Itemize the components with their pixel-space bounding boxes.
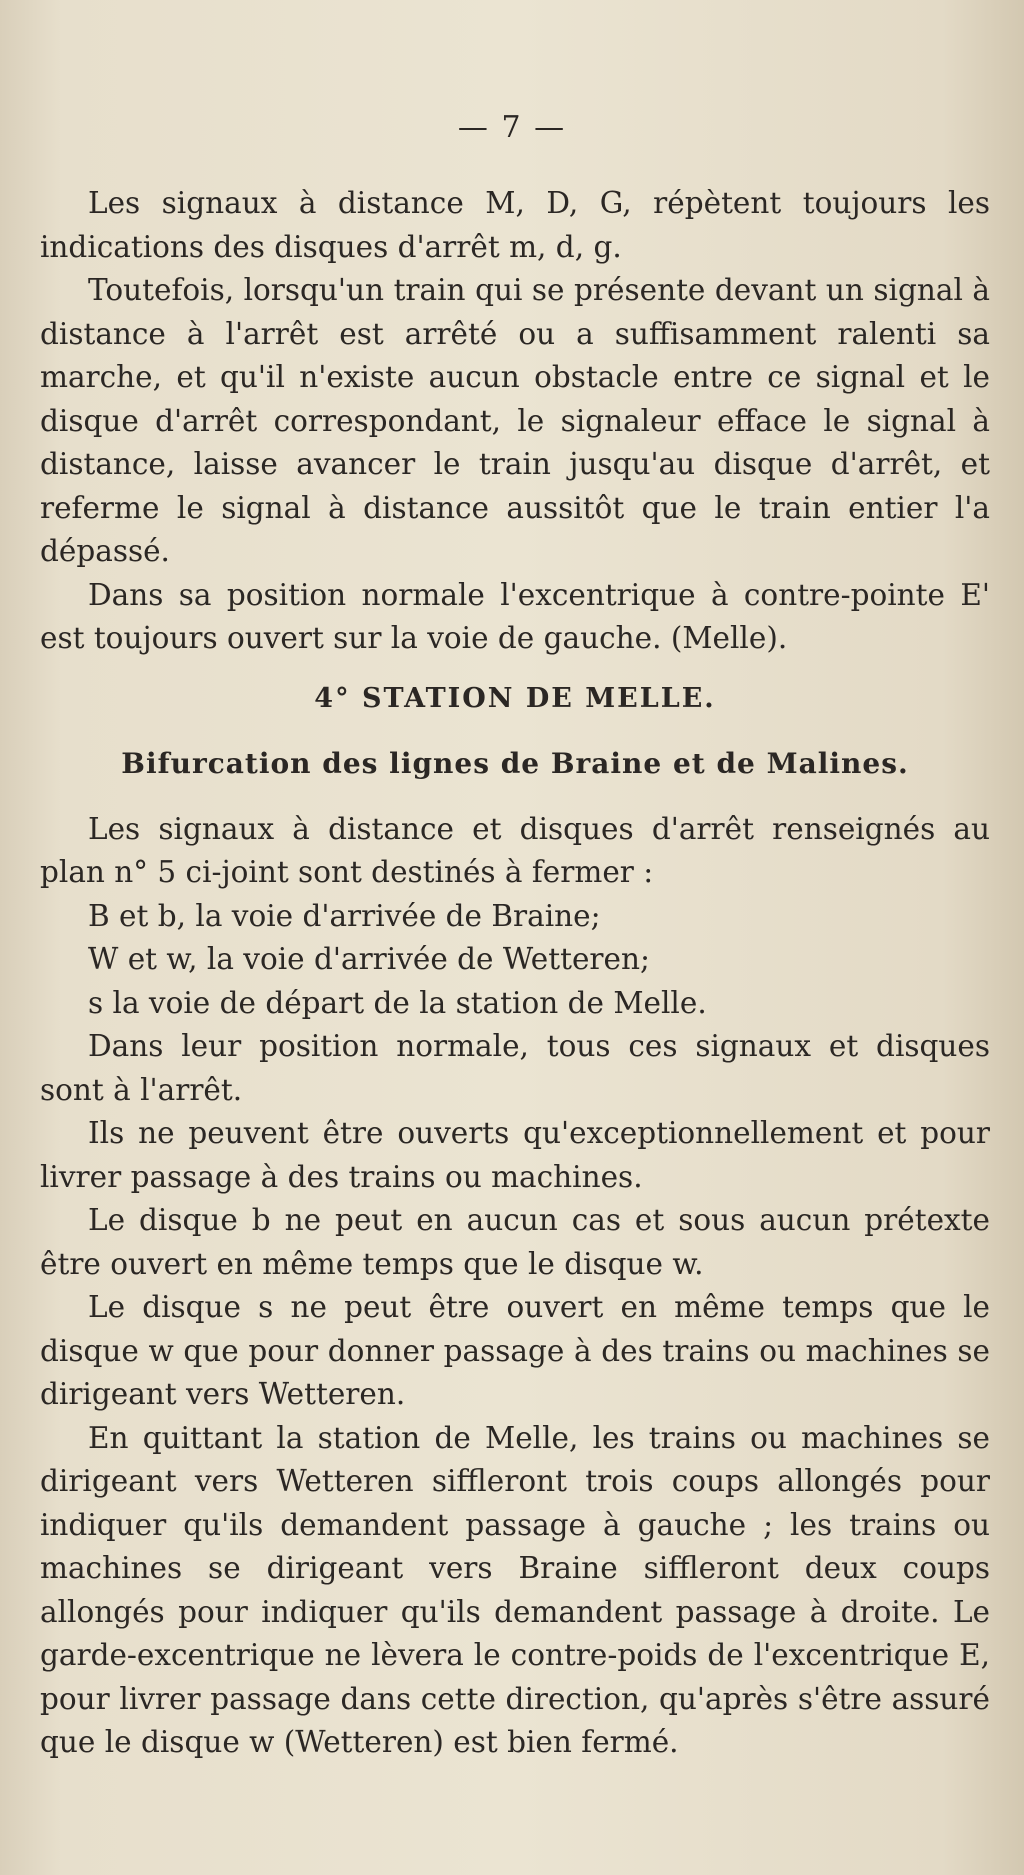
list-item: W et w, la voie d'arrivée de Wetteren; [88,942,650,976]
paragraph: Les signaux à distance M, D, G, répètent toujours les indications des disques d'arrêt m, d, g. [40,186,990,264]
paragraph: Toutefois, lorsqu'un train qui se présente devant un signal à distance à l'arrêt est arrêté ou a suffisamment ralenti sa marche, et qu'il n'existe aucun obstacle entre ce signal et le disque d'arrêt correspondant, le signaleur efface le signal à distance, laisse avancer le train jusqu'au disque d'arrêt, et referme le signal à distance aussitôt que le train entier l'a dépassé. [40,273,990,568]
paragraph: Les signaux à distance et disques d'arrêt renseignés au plan n° 5 ci-joint sont destinés à fermer : [40,811,990,889]
section-subtitle: Bifurcation des lignes de Braine et de Malines. [121,747,909,780]
list-item: s la voie de départ de la station de Melle. [88,985,707,1020]
paragraph: Le disque b ne peut en aucun cas et sous aucun prétexte être ouvert en même temps que le disque w. [40,1203,990,1281]
paragraph: En quittant la station de Melle, les trains ou machines se dirigeant vers Wetteren siffleront trois coups allongés pour indiquer qu'ils demandent passage à gauche ; les trains ou machines se dirigeant vers Braine siffleront deux coups allongés pour indiquer qu'ils demandent passage à droite. Le garde-excentrique ne lèvera le contre-poids de l'excentrique E, pour livrer passage dans cette direction, qu'après s'être assuré que le disque w (Wetteren) est bien fermé. [40,1420,990,1759]
paragraph: Dans leur position normale, tous ces signaux et disques sont à l'arrêt. [40,1029,990,1107]
paragraph: Le disque s ne peut être ouvert en même temps que le disque w que pour donner passage à des trains ou machines se dirigeant vers Wetteren. [40,1290,990,1411]
paragraph: Ils ne peuvent être ouverts qu'exceptionnellement et pour livrer passage à des trains ou machines. [40,1116,990,1194]
page-number: — 7 — [457,110,567,145]
paragraph: Dans sa position normale l'excentrique à contre-pointe E' est toujours ouvert sur la voie de gauche. (Melle). [40,577,990,655]
document-body [40,182,990,1765]
section-title: 4° STATION DE MELLE. [314,682,716,714]
list-item: B et b, la voie d'arrivée de Braine; [88,898,601,933]
